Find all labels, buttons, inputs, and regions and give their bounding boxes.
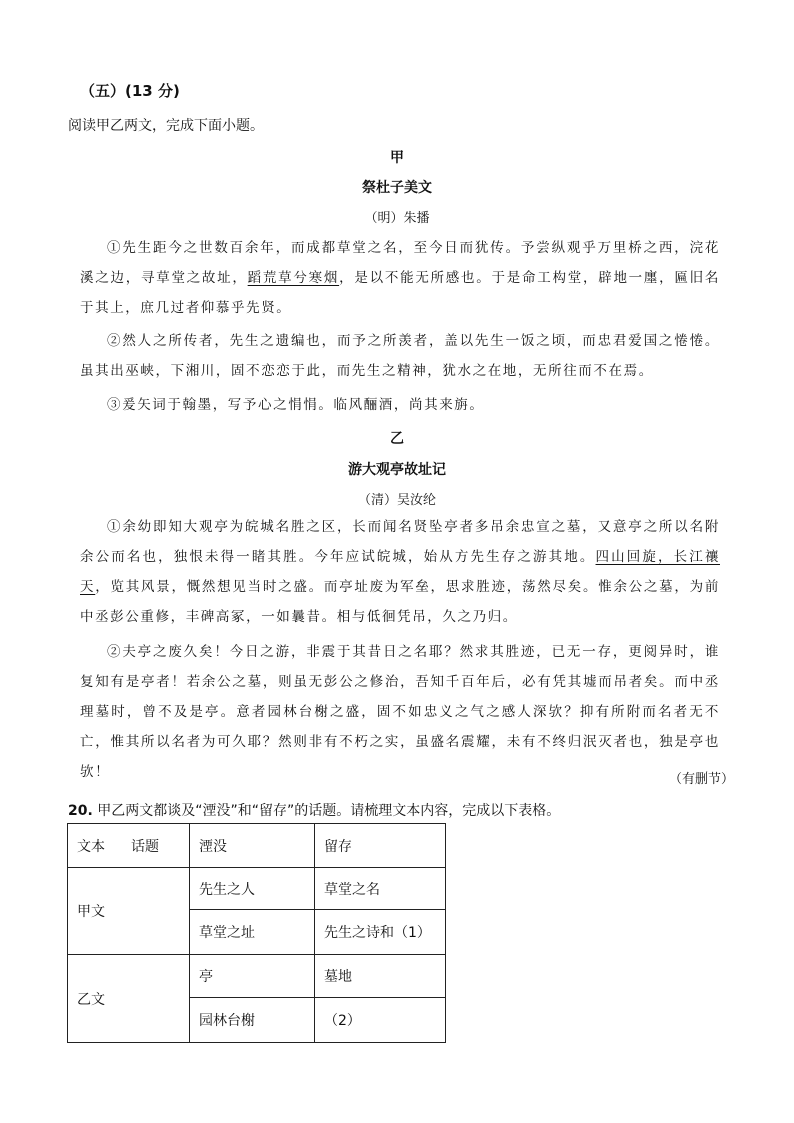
text-a-label: 甲 bbox=[390, 150, 404, 166]
question-20 bbox=[68, 800, 560, 820]
omission-note: （有删节） bbox=[668, 772, 734, 787]
text-b-label: 乙 bbox=[390, 431, 404, 447]
cell-kept-blank-2[interactable]: （2） bbox=[315, 998, 446, 1043]
underlined-phrase: 蹈荒草兮寒烟 bbox=[247, 270, 340, 286]
cell-lost: 草堂之址 bbox=[190, 910, 315, 955]
text-a-title: 祭杜子美文 bbox=[362, 180, 432, 196]
text-a-paragraph-1: ①先生距今之世数百余年，而成都草堂之名，至今日而犹传。予尝纵观乎万里桥之西，浣花溪之边，寻草堂之故址，蹈荒草兮寒烟，是以不能无所感也。于是命工构堂，辟地一廛，匾旧名于其上，庶几过者仰慕乎先贤。 bbox=[80, 240, 720, 316]
text-b-title: 游大观亭故址记 bbox=[348, 462, 446, 478]
cell-kept-blank-1[interactable]: 先生之诗和（1） bbox=[315, 910, 446, 955]
text-b-author: （清）吴汝纶 bbox=[357, 493, 436, 508]
text-a-paragraph-3: ③爰矢词于翰墨，写予心之悁悁。临风酾酒，尚其来旃。 bbox=[107, 397, 485, 413]
header-corner: 文本 话题 bbox=[68, 824, 190, 868]
section-heading: （五）(13 分) bbox=[80, 82, 180, 100]
text-b-paragraph-2: ②夫亭之废久矣！今日之游，非震于其昔日之名耶？然求其胜迹，已无一存，更阅异时，谁复知有是亭者！若余公之墓，则虽无彭公之修治，吾知千百年后，必有凭其墟而吊者矣。而中丞理墓时，曾不及是亭。意者园林台榭之盛，固不如忠义之气之感人深欤？抑有所附而名者无不亡，惟其所以名者为可久耶？然则非有不朽之实，虽盛名震耀，未有不终归泯灭者也，独是亭也欤！ bbox=[80, 644, 720, 780]
reading-instruction: 阅读甲乙两文，完成下面小题。 bbox=[68, 118, 264, 134]
answer-table bbox=[67, 823, 446, 1043]
header-kept: 留存 bbox=[315, 824, 446, 868]
row-group-label: 乙文 bbox=[68, 955, 190, 1043]
text-a-author: （明）朱播 bbox=[364, 211, 430, 226]
text-b-paragraph-1: ①余幼即知大观亭为皖城名胜之区，长而闻名贤坠亭者多吊余忠宣之墓，又意亭之所以名附余公而名也，独恨未得一睹其胜。今年应试皖城，始从方先生存之游其地。四山回旋，长江禳天，览其风景，慨然想见当时之盛。而亭址废为军垒，思求胜迹，荡然尽矣。惟余公之墓，为前中丞彭公重修，丰碑高冢，一如曩昔。相与低徊凭吊，久之乃归。 bbox=[80, 519, 720, 625]
header-lost: 湮没 bbox=[190, 824, 315, 868]
text-a-paragraph-2: ②然人之所传者，先生之遗编也，而予之所羡者，盖以先生一饭之顷，而忠君爱国之惓惓。虽其出巫峡，下湘川，固不恋恋于此，而先生之精神，犹水之在地，无所往而不在焉。 bbox=[80, 333, 720, 379]
underlined-phrase: 四山回旋，长江禳天 bbox=[80, 549, 720, 595]
cell-kept: 墓地 bbox=[315, 955, 446, 998]
cell-kept: 草堂之名 bbox=[315, 868, 446, 910]
question-text: 甲乙两文都谈及“湮没”和“留存”的话题。请梳理文本内容，完成以下表格。 bbox=[97, 803, 561, 819]
row-group-label: 甲文 bbox=[68, 868, 190, 955]
cell-lost: 亭 bbox=[190, 955, 315, 998]
cell-lost: 园林台榭 bbox=[190, 998, 315, 1043]
question-number: 20. bbox=[68, 803, 93, 819]
cell-lost: 先生之人 bbox=[190, 868, 315, 910]
